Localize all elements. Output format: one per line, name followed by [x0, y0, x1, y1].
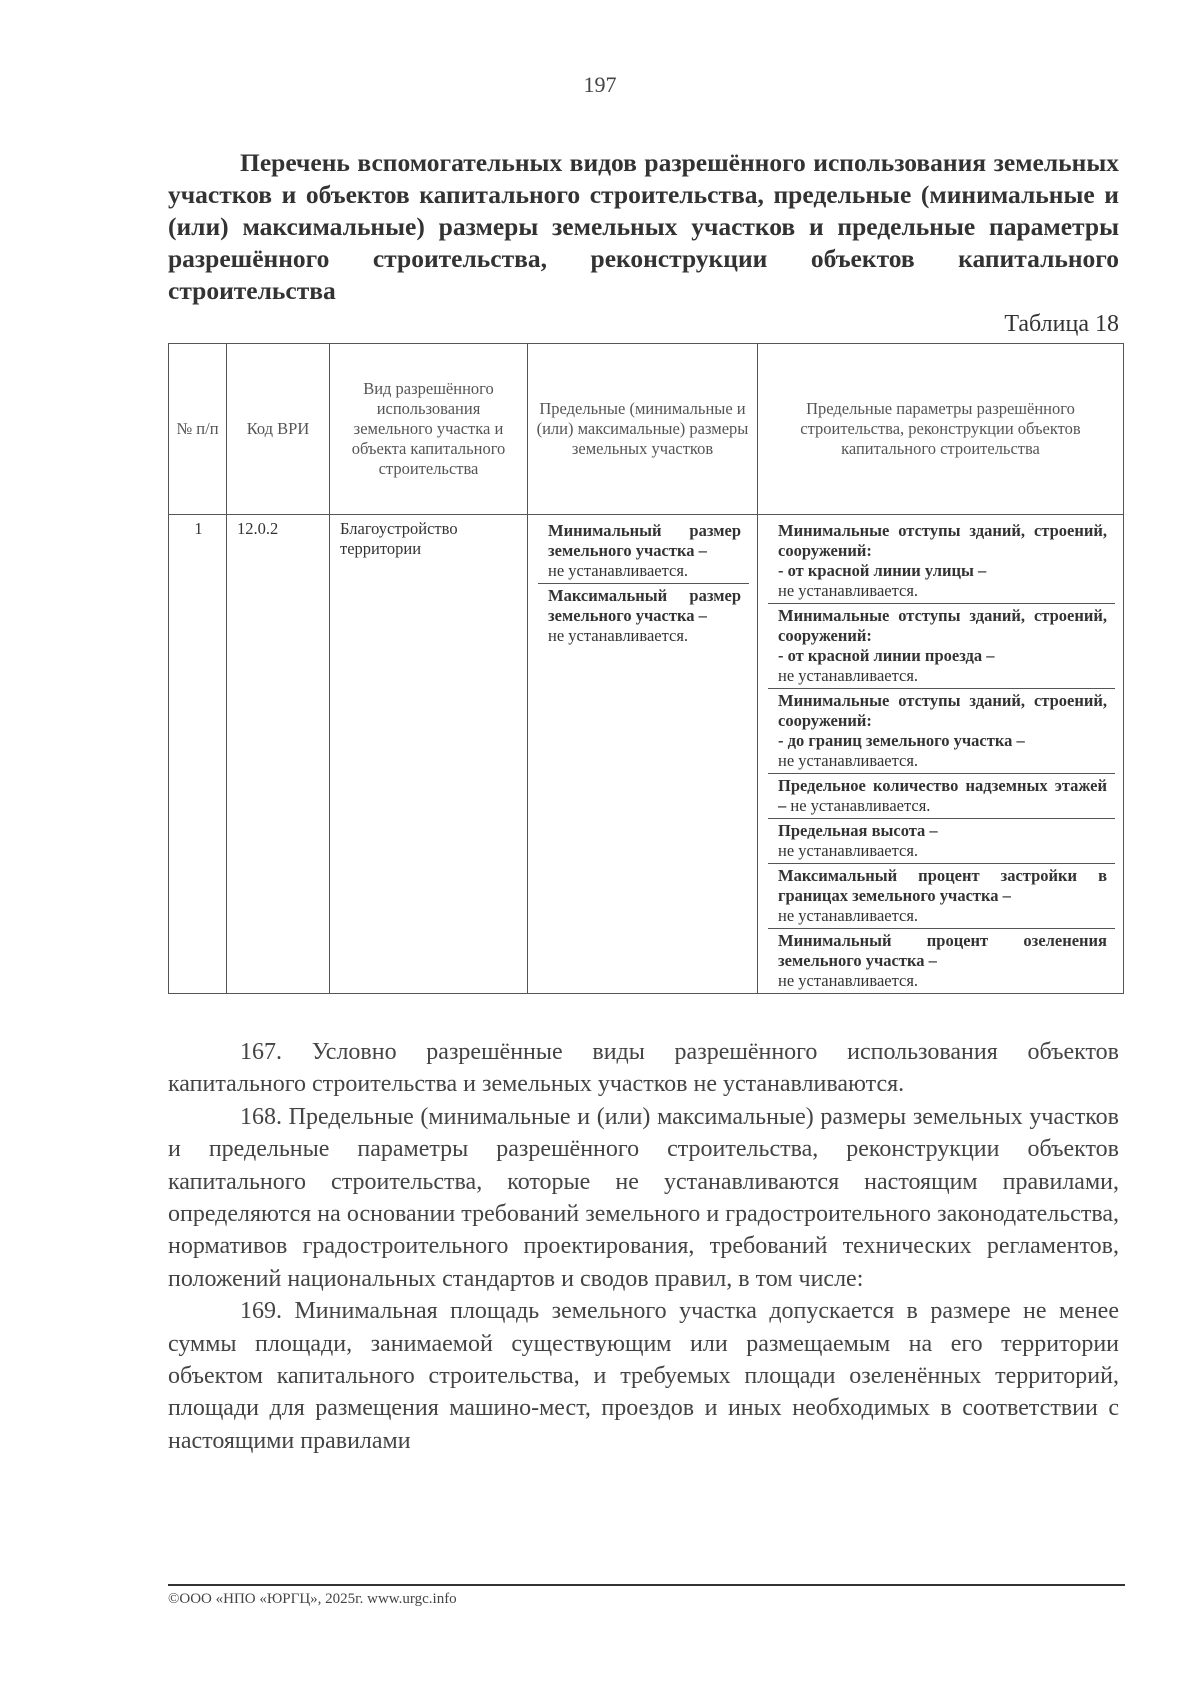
param-value: не устанавливается. [778, 751, 919, 770]
size-label: Максимальный размер земельного участка – [548, 586, 741, 625]
param-item [768, 864, 1115, 929]
param-item [768, 689, 1115, 774]
param-item [768, 604, 1115, 689]
body-text [168, 1036, 1119, 1457]
size-item-min [538, 519, 749, 584]
header-code: Код ВРИ [227, 344, 330, 515]
param-detail: - до границ земельного участка – [778, 731, 1025, 750]
row-use-type: Благоустройство территории [330, 515, 528, 994]
param-label: Предельное количество надземных этажей – [778, 776, 1107, 815]
size-value: не устанавливается. [548, 626, 689, 645]
param-label: Предельная высота – [778, 821, 938, 840]
row-params [758, 515, 1124, 994]
size-label: Минимальный размер земельного участка – [548, 521, 741, 560]
table-label: Таблица 18 [1004, 311, 1119, 337]
regulations-table [168, 343, 1124, 994]
size-value: не устанавливается. [548, 561, 689, 580]
param-value: не устанавливается. [778, 666, 919, 685]
param-label: Минимальные отступы зданий, строений, сооружений: [778, 606, 1107, 645]
param-label: Минимальные отступы зданий, строений, сооружений: [778, 521, 1107, 560]
param-label: Минимальный процент озеленения земельного участка – [778, 931, 1107, 970]
header-params: Предельные параметры разрешённого строительства, реконструкции объектов капитального строительства [758, 344, 1124, 515]
param-label: Максимальный процент застройки в границах земельного участка – [778, 866, 1107, 905]
param-item [768, 819, 1115, 864]
param-value: не устанавливается. [778, 581, 919, 600]
header-sizes: Предельные (минимальные и (или) максимальные) размеры земельных участков [528, 344, 758, 515]
header-number: № п/п [169, 344, 227, 515]
param-value: не устанавливается. [778, 841, 919, 860]
param-value: не устанавливается. [790, 796, 931, 815]
param-value: не устанавливается. [778, 971, 919, 990]
row-sizes [528, 515, 758, 994]
paragraph-169: 169. Минимальная площадь земельного участка допускается в размере не менее суммы площади, занимаемой существующим или размещаемым на его территории объектом капитального строительства, и требуемых площади озеленённых территорий, площади для размещения машино-мест, проездов и иных необходимых в соответствии с настоящими правилами [168, 1298, 1119, 1454]
header-use-type: Вид разрешённого использования земельного участка и объекта капитального строительства [330, 344, 528, 515]
row-number: 1 [169, 515, 227, 994]
table-header-row [169, 344, 1124, 515]
footer-divider [168, 1584, 1125, 1586]
param-label: Минимальные отступы зданий, строений, сооружений: [778, 691, 1107, 730]
param-item [768, 774, 1115, 819]
page-title: Перечень вспомогательных видов разрешённого использования земельных участков и объектов капитального строительства, предельные (минимальные и (или) максимальные) размеры земельных участков и предельные параметры разрешённого строительства, реконструкции объектов капитального строительства [168, 148, 1119, 305]
page-number: 197 [583, 72, 617, 97]
paragraph-167: 167. Условно разрешённые виды разрешённого использования объектов капитального строительства и земельных участков не устанавливаются. [168, 1039, 1119, 1098]
param-item [768, 929, 1115, 993]
param-detail: - от красной линии проезда – [778, 646, 995, 665]
row-code: 12.0.2 [227, 515, 330, 994]
table-row [169, 515, 1124, 994]
paragraph-168: 168. Предельные (минимальные и (или) максимальные) размеры земельных участков и предельные параметры разрешённого строительства, реконструкции объектов капитального строительства, которые не устанавливаются настоящим правилами, определяются на основании требований земельного и градостроительного законодательства, нормативов градостроительного проектирования, требований технических регламентов, положений национальных стандартов и сводов правил, в том числе: [168, 1103, 1119, 1292]
footer-copyright: ©ООО «НПО «ЮРГЦ», 2025г. www.urgc.info [168, 1591, 457, 1607]
size-item-max [538, 584, 749, 648]
param-item [768, 519, 1115, 604]
param-value: не устанавливается. [778, 906, 919, 925]
param-detail: - от красной линии улицы – [778, 561, 987, 580]
